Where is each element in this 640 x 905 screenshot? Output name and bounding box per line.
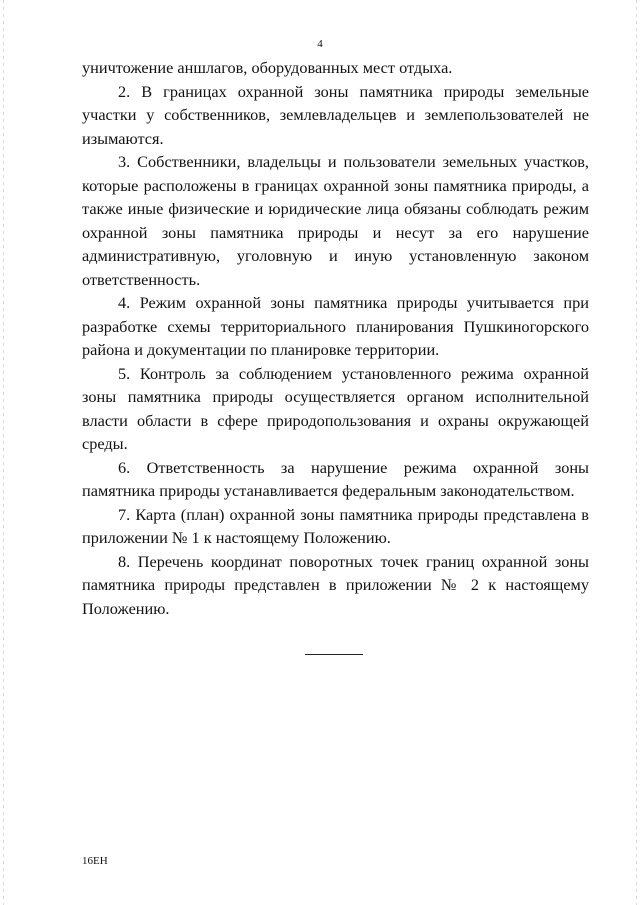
paragraph-2: 2. В границах охранной зоны памятника природы земельные участки у собственников, землевладельцев и землепользователей не изымаются. [82,81,589,148]
page-number: 4 [317,38,323,50]
document-body [82,56,589,620]
scan-edge-left [3,0,4,905]
paragraph-3: 3. Собственники, владельцы и пользователи земельных участков, которые расположены в границах охранной зоны памятника природы, а также иные физические и юридические лица обязаны соблюдать режим охранной зоны памятника природы и несут за его нарушение административную, уголовную и иную установленную законом ответственность. [82,152,589,289]
paragraph-continuation: уничтожение аншлагов, оборудованных мест отдыха. [82,58,453,77]
closing-divider [305,654,363,655]
paragraph-4: 4. Режим охранной зоны памятника природы учитывается при разработке схемы территориального планирования Пушкиногорского района и документации по планировке территории. [82,293,589,359]
paragraph-6: 6. Ответственность за нарушение режима охранной зоны памятника природы устанавливается федеральным законодательством. [82,457,589,500]
document-code: 16ЕН [82,855,108,867]
paragraph-5: 5. Контроль за соблюдением установленного режима охранной зоны памятника природы осуществляется органом исполнительной власти области в сфере природопользования и охраны окружающей среды. [82,363,589,453]
paragraph-7: 7. Карта (план) охранной зоны памятника природы представлена в приложении № 1 к настоящему Положению. [82,504,589,547]
paragraph-8: 8. Перечень координат поворотных точек границ охранной зоны памятника природы представлен в приложении № 2 к настоящему Положению. [82,551,589,618]
scan-edge-right [636,0,637,905]
